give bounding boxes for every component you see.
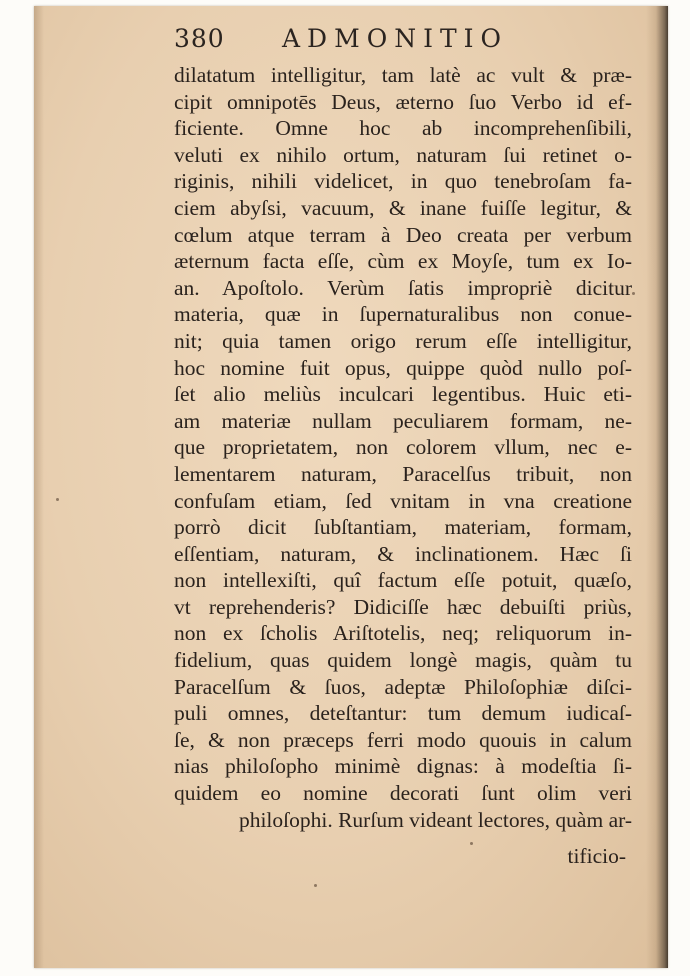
page-header (174, 20, 634, 60)
text-line: porrò dicit ſubſtantiam, materiam, formam, (174, 515, 632, 540)
text-line: non intellexiſti, quî factum eſſe potuit, quæſo, (174, 568, 632, 593)
catchword: tificio- (567, 844, 626, 868)
text-line: nit; quia tamen origo rerum eſſe intelligitur, (174, 328, 632, 353)
text-line: confuſam etiam, ſed vnitam in vna creatione (174, 488, 632, 513)
text-line: æternum factа eſſe, cùm ex Moyſe, tum ex Io- (174, 249, 632, 274)
text-line: nias philoſopho minimè dignas: à modeſtia ſi- (174, 754, 632, 779)
text-line: ciem abyſsi, vacuum, & inane fuiſſe legitur, & (174, 195, 632, 220)
text-line: Paracelſum & ſuos, adeptæ Philoſophiæ diſci- (174, 674, 632, 699)
page-number: 380 (174, 24, 225, 53)
text-line: eſſentiam, naturam, & inclinationem. Hæc ſi (174, 541, 632, 566)
text-line: cœlum atque terram à Deo creata per verbum (174, 222, 632, 247)
page-gutter-shadow (34, 6, 44, 968)
body-text (174, 62, 632, 833)
text-line: materia, quæ in ſupernaturalibus non conue- (174, 302, 632, 327)
paper-speck (56, 498, 59, 501)
text-line: ſet alio meliùs inculcari legentibus. Huic eti- (174, 382, 632, 407)
text-line: que proprietatem, non colorem vllum, nec e- (174, 435, 632, 460)
text-line: ficiente. Omne hoc ab incomprehenſibili, (174, 116, 632, 141)
text-line: ſe, & non præceps ferri modo quouis in calum (174, 727, 632, 752)
text-line: puli omnes, deteſtantur: tum demum iudicaſ- (174, 701, 632, 726)
text-line: an. Apoſtolo. Verùm ſatis impropriè dicitur (174, 275, 632, 300)
text-line: non ex ſcholis Ariſtotelis, neq; reliquorum in- (174, 621, 632, 646)
text-line: riginis, nihili videlicet, in quo tenebroſam fa- (174, 169, 632, 194)
text-line: fidelium, quas quidem longè magis, quàm tu (174, 648, 632, 673)
text-line: quidem eo nomine decorati ſunt olim veri (174, 781, 632, 806)
text-line: hoc nomine fuit opus, quippe quòd nullo poſ- (174, 355, 632, 380)
text-line: lementarem naturam, Paracelſus tribuit, non (174, 461, 632, 486)
text-line: dilatatum intelligitur, tam latè ac vult & præ- (174, 63, 632, 87)
text-line: veluti ex nihilo ortum, naturam ſui retinet o- (174, 142, 632, 167)
paper-speck (314, 884, 317, 887)
text-line: philoſophi. Rurſum videant lectores, quàm ar- (238, 807, 632, 832)
page-edge-shadow (646, 6, 668, 968)
paper-speck (632, 292, 635, 295)
text-line: am materiæ nullam peculiarem formam, ne- (174, 408, 632, 433)
running-title: ADMONITIO (282, 24, 508, 53)
text-line: cipit omnipotēs Deus, æterno ſuo Verbo id ef- (174, 89, 632, 114)
text-line: vt reprehenderis? Didiciſſe hæc debuiſti priùs, (174, 594, 632, 619)
